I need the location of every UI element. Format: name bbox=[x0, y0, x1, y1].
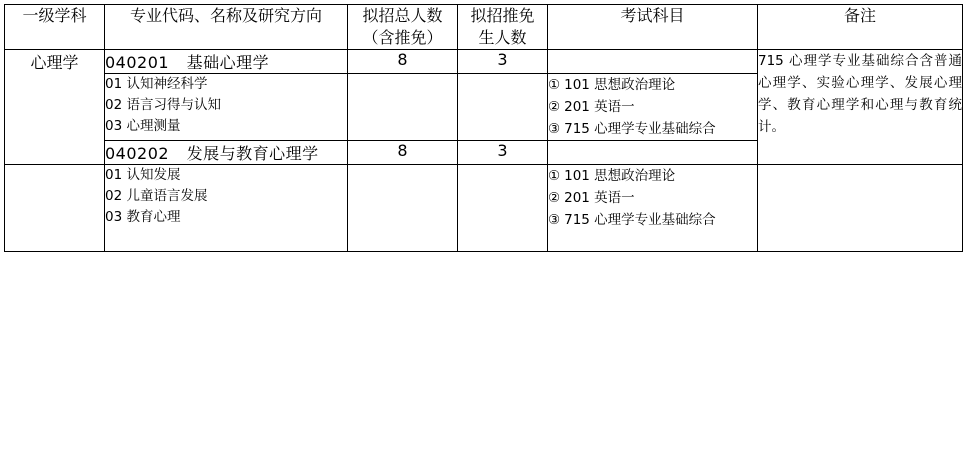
table-row bbox=[5, 165, 963, 252]
circle-number-1: ① bbox=[548, 77, 561, 93]
circle-number-2: ② bbox=[548, 99, 561, 115]
research-directions-cell bbox=[105, 74, 348, 141]
exam-subjects-spacer bbox=[548, 141, 758, 165]
header-recommended-line1: 拟招推免 bbox=[470, 6, 535, 25]
circle-number-3: ③ bbox=[548, 121, 561, 137]
major-title-cell bbox=[105, 141, 348, 165]
header-major bbox=[105, 5, 348, 50]
header-total-planned-line1: 拟招总人数 bbox=[362, 6, 443, 25]
exam-subject-item bbox=[548, 187, 757, 209]
document-page bbox=[0, 4, 966, 452]
major-code: 040201 bbox=[105, 53, 170, 72]
exam-subject-text: 101 思想政治理论 bbox=[564, 77, 676, 93]
header-recommended bbox=[458, 5, 548, 50]
header-total-planned-line2: （含推免） bbox=[362, 28, 443, 47]
circle-number-3: ③ bbox=[548, 212, 561, 228]
direction-item: 03 心理测量 bbox=[105, 118, 181, 134]
exam-subject-text: 715 心理学专业基础综合 bbox=[564, 121, 716, 137]
header-remark-line1: 备注 bbox=[843, 6, 876, 25]
exam-subjects-cell bbox=[548, 74, 758, 141]
discipline-cell bbox=[5, 50, 105, 165]
exam-subject-item bbox=[548, 96, 757, 118]
circle-number-1: ① bbox=[548, 168, 561, 184]
major-total-planned: 8 bbox=[348, 50, 458, 74]
direction-item: 02 儿童语言发展 bbox=[105, 188, 208, 204]
research-directions-cell bbox=[105, 165, 348, 252]
exam-subject-item bbox=[548, 165, 757, 187]
recommended-blank bbox=[458, 165, 548, 252]
exam-subjects-spacer bbox=[548, 50, 758, 74]
header-discipline-line1: 一级学科 bbox=[22, 6, 87, 25]
circle-number-2: ② bbox=[548, 190, 561, 206]
table-header-row bbox=[5, 5, 963, 50]
header-exam-subjects-line1: 考试科目 bbox=[620, 6, 685, 25]
major-total-planned: 8 bbox=[348, 141, 458, 165]
header-discipline bbox=[5, 5, 105, 50]
exam-subject-item bbox=[548, 118, 757, 140]
recommended-blank bbox=[458, 74, 548, 141]
direction-item: 01 认知神经科学 bbox=[105, 76, 208, 92]
header-recommended-line2: 生人数 bbox=[478, 28, 527, 47]
direction-item: 03 教育心理 bbox=[105, 209, 181, 225]
exam-subject-text: 715 心理学专业基础综合 bbox=[564, 212, 716, 228]
major-code: 040202 bbox=[105, 144, 170, 163]
header-total-planned bbox=[348, 5, 458, 50]
total-planned-blank bbox=[348, 74, 458, 141]
major-name: 基础心理学 bbox=[186, 53, 270, 72]
major-name: 发展与教育心理学 bbox=[186, 144, 319, 163]
exam-subject-text: 101 思想政治理论 bbox=[564, 168, 676, 184]
exam-subject-text: 201 英语一 bbox=[564, 190, 635, 206]
discipline-blank bbox=[5, 165, 105, 252]
major-title-cell bbox=[105, 50, 348, 74]
major-recommended: 3 bbox=[458, 141, 548, 165]
remark-blank bbox=[758, 165, 963, 252]
table-row bbox=[5, 50, 963, 74]
header-remark bbox=[758, 5, 963, 50]
exam-subjects-cell bbox=[548, 165, 758, 252]
direction-item: 01 认知发展 bbox=[105, 167, 181, 183]
exam-subject-item bbox=[548, 209, 757, 231]
discipline-label: 心理学 bbox=[30, 53, 79, 72]
major-recommended: 3 bbox=[458, 50, 548, 74]
exam-subject-text: 201 英语一 bbox=[564, 99, 635, 115]
exam-subject-item bbox=[548, 74, 757, 96]
remark-cell: 715 心理学专业基础综合含普通心理学、实验心理学、发展心理学、教育心理学和心理与教育统计。 bbox=[758, 50, 963, 165]
total-planned-blank bbox=[348, 165, 458, 252]
direction-item: 02 语言习得与认知 bbox=[105, 97, 221, 113]
header-major-line1: 专业代码、名称及研究方向 bbox=[129, 6, 322, 25]
admissions-table bbox=[4, 4, 963, 252]
header-exam-subjects bbox=[548, 5, 758, 50]
